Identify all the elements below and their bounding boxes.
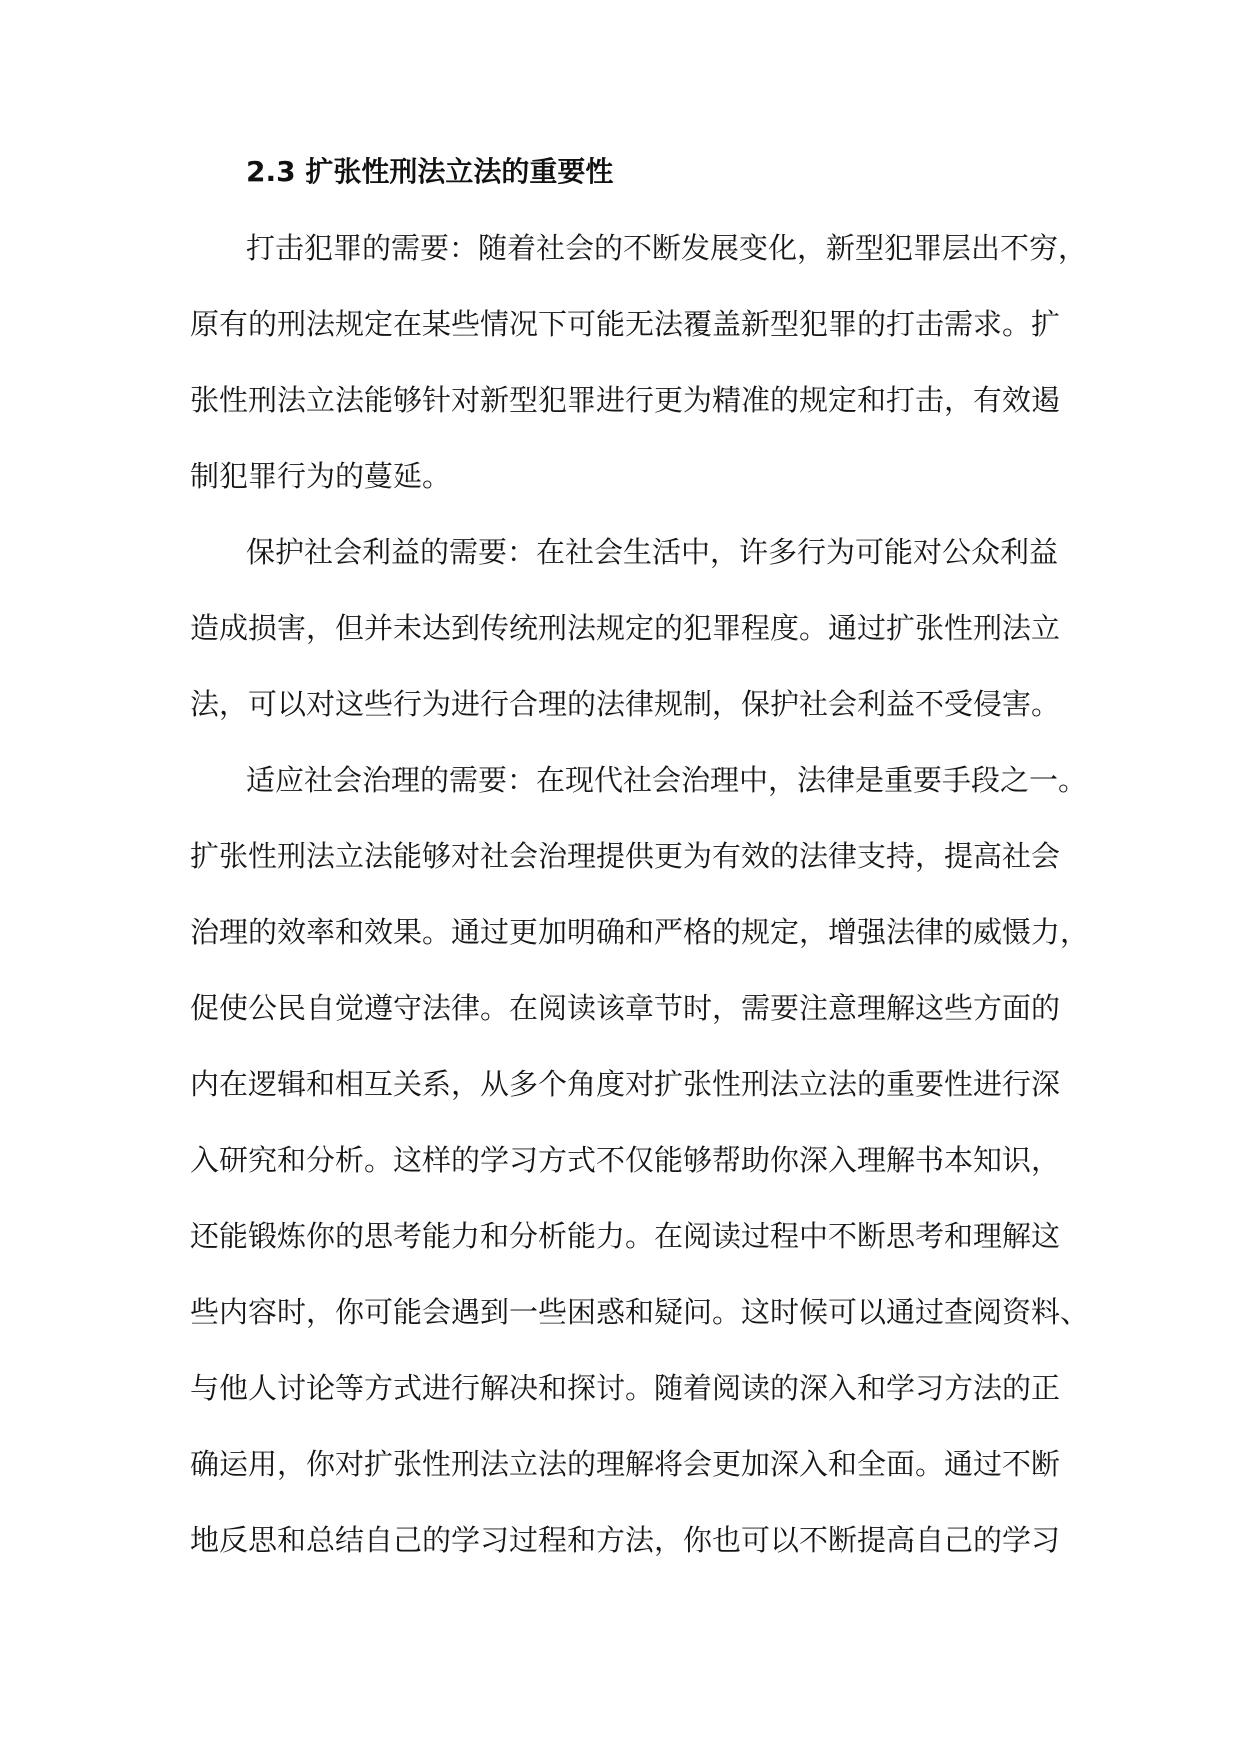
paragraph-line: 适应社会治理的需要：在现代社会治理中，法律是重要手段之一。 [246, 763, 1088, 797]
paragraph-line: 张性刑法立法能够针对新型犯罪进行更为精准的规定和打击，有效遏 [190, 383, 1061, 417]
paragraph-line: 法，可以对这些行为进行合理的法律规制，保护社会利益不受侵害。 [190, 687, 1061, 721]
paragraph-line: 些内容时，你可能会遇到一些困惑和疑问。这时候可以通过查阅资料、 [190, 1295, 1090, 1329]
paragraph-line: 还能锻炼你的思考能力和分析能力。在阅读过程中不断思考和理解这 [190, 1219, 1061, 1253]
paragraph-line: 打击犯罪的需要：随着社会的不断发展变化，新型犯罪层出不穷， [246, 231, 1088, 265]
paragraph-line: 入研究和分析。这样的学习方式不仅能够帮助你深入理解书本知识， [190, 1143, 1061, 1177]
paragraph-line: 地反思和总结自己的学习过程和方法，你也可以不断提高自己的学习 [190, 1523, 1061, 1557]
paragraph-line: 保护社会利益的需要：在社会生活中，许多行为可能对公众利益 [246, 535, 1059, 569]
paragraph-line: 与他人讨论等方式进行解决和探讨。随着阅读的深入和学习方法的正 [190, 1371, 1061, 1405]
paragraph-line: 内在逻辑和相互关系，从多个角度对扩张性刑法立法的重要性进行深 [190, 1067, 1061, 1101]
paragraph-line: 造成损害，但并未达到传统刑法规定的犯罪程度。通过扩张性刑法立 [190, 611, 1061, 645]
paragraph-line: 治理的效率和效果。通过更加明确和严格的规定，增强法律的威慑力， [190, 915, 1090, 949]
paragraph-line: 促使公民自觉遵守法律。在阅读该章节时，需要注意理解这些方面的 [190, 991, 1061, 1025]
paragraph-line: 制犯罪行为的蔓延。 [190, 459, 452, 493]
paragraph-line: 确运用，你对扩张性刑法立法的理解将会更加深入和全面。通过不断 [190, 1447, 1061, 1481]
paragraph-line: 扩张性刑法立法能够对社会治理提供更为有效的法律支持，提高社会 [190, 839, 1061, 873]
paragraph-line: 原有的刑法规定在某些情况下可能无法覆盖新型犯罪的打击需求。扩 [190, 307, 1061, 341]
section-heading: 2.3 扩张性刑法立法的重要性 [246, 155, 614, 188]
